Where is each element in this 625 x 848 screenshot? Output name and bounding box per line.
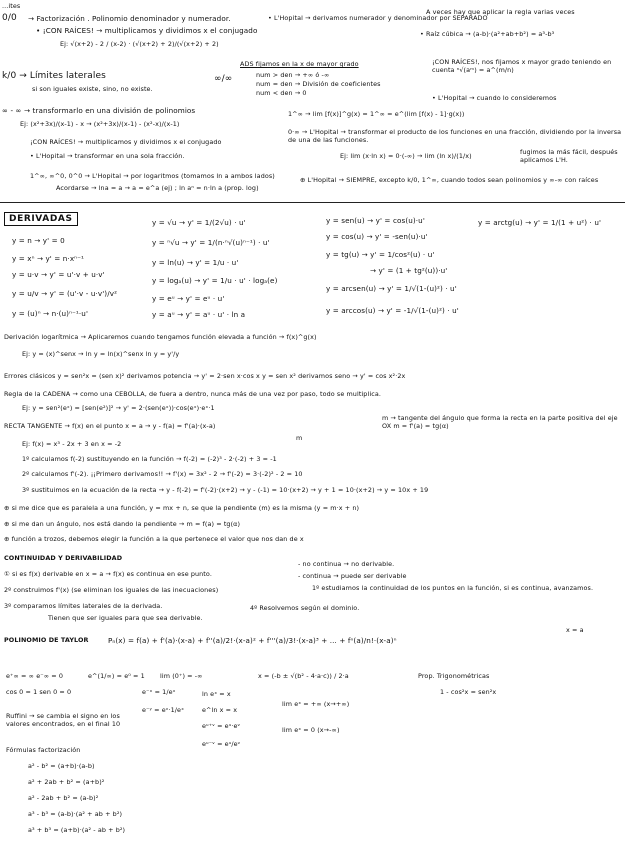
formula-item: a² - 2ab + b² = (a-b)² [28, 794, 99, 802]
derivative-rule: y = ln(u) → y' = 1/u · u' [152, 258, 239, 267]
formula-item: a³ + b³ = (a+b)·(a² - ab + b²) [28, 826, 126, 834]
log-deriv-example: Ej: y = (x)^senx → ln y = ln(x)^senx ln y = y'/y [22, 350, 180, 358]
derivative-rule: y = n → y' = 0 [12, 236, 65, 245]
derivative-rule: y = logₐ(u) → y' = 1/u · u' · logₐ(e) [152, 276, 278, 285]
exponent-note: Acordarse → lna = a → a = e^a (ej) ; ln aⁿ = n·ln a (prop. log) [56, 184, 259, 192]
limits-example2: Ej: (x²+3x)/(x-1) - x → (x²+3x)/(x-1) - (x²-x)/(x-1) [20, 120, 180, 128]
ln-rule: eᵘ⁻ᵛ = eᵘ/eᵛ [202, 740, 241, 748]
inf-inf: ∞/∞ [214, 74, 233, 84]
lhopital-cond: • L'Hopital → cuando lo consideremos [432, 94, 557, 102]
degree-title: ADS fijamos en la x de mayor grado [240, 60, 359, 68]
continuidad-line4: Tienen que ser iguales para que sea derivable. [48, 614, 203, 622]
formula-item: a² + 2ab + b² = (a+b)² [28, 778, 105, 786]
exp-rule: e⁻ˣ = 1/eˣ [142, 688, 176, 696]
continuidad-note3: 1º estudiamos la continuidad de los puntos en la función, si es continua, avanzamos. [312, 584, 594, 592]
taylor-title: POLINOMIO DE TAYLOR [4, 636, 89, 644]
lhopital-siempre: ⊕ L'Hopital → SIEMPRE, excepto k/0, 1^∞, cuando todos sean polinomios y ∞-∞ con raíces [300, 176, 599, 184]
degree-num-eq: num = den → División de coeficientes [256, 80, 381, 88]
quadratic-formula: x = (-b ± √(b² - 4·a·c)) / 2·a [258, 672, 349, 680]
continuidad-line2: 2º construimos f'(x) (se eliminan los iguales de las inecuaciones) [4, 586, 219, 594]
tangente-tip1: ⊕ si me dice que es paralela a una función, y = mx + n, se que la pendiente (m) es la misma (y = m·x + n) [4, 504, 360, 512]
exp-rule: e⁺∞ = ∞ e⁻∞ = 0 [6, 672, 64, 680]
trig-prop-title: Prop. Trigonométricas [418, 672, 490, 680]
exp-rule: lim (0⁺) = -∞ [160, 672, 203, 680]
derivative-rule: y = (u)ⁿ → n·(u)ⁿ⁻¹·u' [12, 309, 89, 318]
inf-minus-inf: ∞ - ∞ → transformarlo en una división de polinomios [2, 106, 196, 115]
degree-num-gt: num > den → +∞ ó -∞ [256, 71, 330, 79]
zero-inf: 0·∞ → L'Hopital → transformar el producto de los funciones en una fracción, dividiendo por la inversa de una de las funciones. [288, 128, 622, 144]
k-zero: k/0 → Límites laterales [2, 71, 106, 81]
ej-zero-inf: Ej: lim (x·ln x) = 0·(-∞) → lim (ln x)/(1/x) [340, 152, 472, 160]
ruffini: Ruffini → se cambia el signo en los valores encontrados, en el final 10 [6, 712, 121, 728]
taylor-formula: Pₙ(x) = f(a) + f'(a)·(x-a) + f''(a)/2!·(x-a)² + f'''(a)/3!·(x-a)³ + ... + fⁿ(a)/n!·(x-a)ⁿ [108, 636, 397, 645]
tangente-note: m → tangente del ángulo que forma la recta en la parte positiva del eje OX m = f'(a) = tg(α) [382, 414, 618, 430]
derivative-rule: y = u/v → y' = (u'·v - u·v')/v² [12, 289, 118, 298]
cadena-line: Regla de la CADENA → como una CEBOLLA, de fuera a dentro, nunca más de una vez por paso, todo se multiplica. [4, 390, 381, 398]
continuidad-title: CONTINUIDAD Y DERIVABILIDAD [4, 554, 123, 562]
raices-conj: ¡CON RAÍCES! → multiplicamos y dividimos x el conjugado [30, 138, 222, 146]
tangente-step2: 2º calculamos f'(-2). ¡¡Primero derivamos!! → f'(x) = 3x² - 2 → f'(-2) = 3·(-2)² - 2 = 10 [22, 470, 303, 478]
limits-example1: Ej: √(x+2) - 2 / (x-2) · (√(x+2) + 2)/(√(x+2) + 2) [60, 40, 219, 48]
raices-mayor: ¡CON RAÍCES!, nos fijamos x mayor grado teniendo en cuenta ⁿ√(aᵐ) = a^(m/n) [432, 58, 612, 74]
limits-line2: • ¡CON RAÍCES! → multiplicamos y dividimos x el conjugado [36, 26, 258, 35]
formula-item: a² - b² = (a+b)·(a-b) [28, 762, 95, 770]
cadena-example: Ej: y = sen²(eˣ) = [sen(e²)]² → y' = 2·(sen(eˣ))·cos(eˣ)·eˣ·1 [22, 404, 215, 412]
derivative-rule: y = arcsen(u) → y' = 1/√(1-(u)²) · u' [326, 284, 457, 293]
one-inf: 1^∞ → lim [f(x)]^g(x) = 1^∞ = e^(lim [f(x) - 1]·g(x)) [288, 110, 465, 118]
derivative-rule: y = u·v → y' = u'·v + u·v' [12, 270, 105, 279]
tangente-step1: 1º calculamos f(-2) sustituyendo en la función → f(-2) = (-2)³ - 2·(-2) + 3 = -1 [22, 455, 277, 463]
derivative-rule: y = sen(u) → y' = cos(u)·u' [326, 216, 425, 225]
formulas-title: Fórmulas factorización [6, 746, 81, 754]
derivative-arctg: y = arctg(u) → y' = 1/(1 + u²) · u' [478, 218, 602, 227]
taylor-x-eq-a: x = a [566, 626, 584, 634]
limit-small: lim eˣ = 0 (x→-∞) [282, 726, 340, 734]
k-zero-note: si son iguales existe, sino, no existe. [32, 85, 153, 93]
exp-rule: e⁻ʸ = eᵛ·1/eˣ [142, 706, 185, 714]
derivative-rule: y = √u → y' = 1/(2√u) · u' [152, 218, 246, 227]
ln-rule: eᵘ⁺ᵛ = eᵘ·eᵛ [202, 722, 241, 730]
lhopital-top: • L'Hopital → derivamos numerador y denominador por SEPARADO [268, 14, 488, 22]
derivative-rule: y = aᵘ → y' = aᵘ · u' · ln a [152, 310, 246, 319]
exp-rule: e^(1/∞) = e⁰ = 1 [88, 672, 145, 680]
derivative-rule: y = tg(u) → y' = 1/cos²(u) · u' [326, 250, 435, 259]
exp-rule: cos 0 = 1 sen 0 = 0 [6, 688, 72, 696]
tangente-tip3: ⊕ función a trozos, debemos elegir la función a la que pertenece el valor que nos dan de x [4, 535, 304, 543]
tangente-m-label: m [296, 434, 303, 442]
ln-rule: e^ln x = x [202, 706, 238, 714]
note-regla: A veces hay que aplicar la regla varias veces [426, 8, 575, 16]
fugimos: fugimos la más fácil, después aplicamos L'H. [520, 148, 618, 164]
errores-line: Errores clásicos y = sen²x = (sen x)² derivamos potencia → y' = 2·sen x·cos x y = sen x² derivamos seno → y' = cos x²·2x [4, 372, 406, 380]
derivative-rule: y = xⁿ → y' = n·xⁿ⁻¹ [12, 254, 85, 263]
limit-small: lim eˣ = +∞ (x→+∞) [282, 700, 350, 708]
continuidad-note1: - no continua → no derivable. [298, 560, 395, 568]
continuidad-note2: - continua → puede ser derivable [298, 572, 407, 580]
continuidad-note4: 4º Resolvemos según el dominio. [250, 604, 360, 612]
log-deriv-line: Derivación logarítmica → Aplicaremos cuando tengamos función elevada a función → f(x)^g(x) [4, 333, 317, 341]
ln-rule: ln eˣ = x [202, 690, 231, 698]
formula-item: a³ - b³ = (a-b)·(a² + ab + b²) [28, 810, 123, 818]
derivadas-title: DERIVADAS [4, 212, 78, 226]
derivative-rule: y = cos(u) → y' = -sen(u)·u' [326, 232, 428, 241]
powers: 1^∞, ∞^0, 0^0 → L'Hopital → por logaritmos (tomamos ln a ambos lados) [30, 172, 275, 180]
trig-prop: 1 - cos²x = sen²x [440, 688, 497, 696]
degree-num-lt: num < den → 0 [256, 89, 307, 97]
derivative-rule: → y' = (1 + tg²(u))·u' [370, 266, 448, 275]
derivative-rule: y = arccos(u) → y' = -1/√(1-(u)²) · u' [326, 306, 459, 315]
section-header-limites: ...ites [2, 2, 21, 10]
indeterminate-0-0: 0/0 [2, 13, 17, 23]
tangente-ej: Ej: f(x) = x³ - 2x + 3 en x = -2 [22, 440, 122, 448]
tangente-tip2: ⊕ si me dan un ángulo, nos está dando la pendiente → m = f(a) = tg(α) [4, 520, 241, 528]
continuidad-line3: 3º comparamos límites laterales de la derivada. [4, 602, 163, 610]
tangente-step3: 3º sustituimos en la ecuación de la recta → y - f(-2) = f'(-2)·(x+2) → y - (-1) = 10·(x+2) → y + 1 = 10·(x+2) → y = 10x + 19 [22, 486, 429, 494]
lhopital-frac: • L'Hopital → transformar en una sola fracción. [30, 152, 185, 160]
divider-1 [0, 202, 625, 203]
cubic-root: • Raíz cúbica → (a-b)·(a²+ab+b²) = a³-b³ [420, 30, 555, 38]
derivative-rule: y = eᵘ → y' = eᵘ · u' [152, 294, 225, 303]
limits-line1: → Factorización . Polinomio denominador y numerador. [28, 14, 231, 23]
derivative-rule: y = ⁿ√u → y' = 1/(n·ⁿ√(u)ⁿ⁻¹) · u' [152, 238, 270, 247]
continuidad-line1: ① si es f(x) derivable en x = a → f(x) es continua en ese punto. [4, 570, 212, 578]
tangente-line: RECTA TANGENTE → f(x) en el punto x = a → y - f(a) = f'(a)·(x-a) [4, 422, 216, 430]
